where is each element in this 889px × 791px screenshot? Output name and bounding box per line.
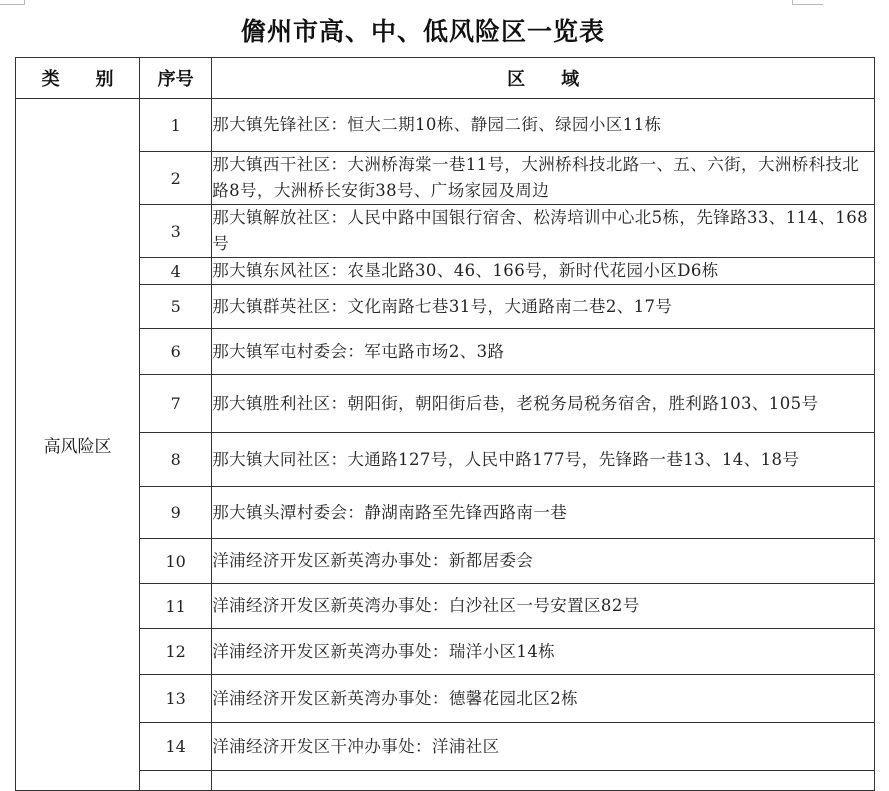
table-row: [16, 205, 875, 258]
row-seq: 3: [140, 205, 212, 258]
row-area: 洋浦经济开发区新英湾办事处：瑞洋小区14栋: [212, 629, 875, 675]
row-seq: 8: [140, 433, 212, 487]
table-row: [16, 433, 875, 487]
table-row: [16, 584, 875, 629]
row-seq: 13: [140, 675, 212, 723]
row-area: 洋浦经济开发区新英湾办事处：白沙社区一号安置区82号: [212, 584, 875, 629]
row-area: 那大镇军屯村委会：军屯路市场2、3路: [212, 329, 875, 375]
row-seq: 14: [140, 723, 212, 771]
table-row: [16, 487, 875, 539]
table-row: [16, 375, 875, 433]
table-header-row: [16, 58, 875, 99]
row-area: [212, 771, 875, 791]
header-area: 区 域: [212, 58, 875, 99]
row-seq: 10: [140, 539, 212, 584]
row-area: 那大镇大同社区：大通路127号，人民中路177号，先锋路一巷13、14、18号: [212, 433, 875, 487]
row-seq: 6: [140, 329, 212, 375]
row-seq: 2: [140, 152, 212, 205]
row-seq: 12: [140, 629, 212, 675]
category-cell: 高风险区: [16, 99, 140, 791]
row-seq: 5: [140, 285, 212, 329]
table-row: [16, 258, 875, 285]
table-row: [16, 285, 875, 329]
row-seq: 11: [140, 584, 212, 629]
row-area: 那大镇头潭村委会：静湖南路至先锋西路南一巷: [212, 487, 875, 539]
row-area: 那大镇东风社区：农垦北路30、46、166号，新时代花园小区D6栋: [212, 258, 875, 285]
row-seq: 9: [140, 487, 212, 539]
table-row: [16, 723, 875, 771]
risk-area-table: [15, 57, 875, 791]
row-area: 洋浦经济开发区新英湾办事处：德馨花园北区2栋: [212, 675, 875, 723]
header-seq: 序号: [140, 58, 212, 99]
row-area: 那大镇解放社区：人民中路中国银行宿舍、松涛培训中心北5栋，先锋路33、114、168号: [212, 205, 875, 258]
document-title: 儋州市高、中、低风险区一览表: [240, 17, 605, 46]
row-area: 那大镇先锋社区：恒大二期10栋、静园二街、绿园小区11栋: [212, 99, 875, 152]
header-category: 类 别: [16, 58, 140, 99]
table-row: [16, 629, 875, 675]
row-area: 那大镇西干社区：大洲桥海棠一巷11号，大洲桥科技北路一、五、六街，大洲桥科技北路8号，大洲桥长安街38号、广场家园及周边: [212, 152, 875, 205]
row-seq: 4: [140, 258, 212, 285]
table-row: [16, 675, 875, 723]
table-row: [16, 329, 875, 375]
row-area: 那大镇群英社区：文化南路七巷31号，大通路南二巷2、17号: [212, 285, 875, 329]
row-area: 洋浦经济开发区新英湾办事处：新都居委会: [212, 539, 875, 584]
table-row: [16, 99, 875, 152]
row-seq: 7: [140, 375, 212, 433]
table-row: [16, 771, 875, 791]
row-seq: 1: [140, 99, 212, 152]
row-area: 洋浦经济开发区干冲办事处：洋浦社区: [212, 723, 875, 771]
row-area: 那大镇胜利社区：朝阳街，朝阳街后巷，老税务局税务宿舍，胜利路103、105号: [212, 375, 875, 433]
page-corner-mark-right: [792, 0, 823, 5]
table-row: [16, 539, 875, 584]
table-row: [16, 152, 875, 205]
row-seq: [140, 771, 212, 791]
page-corner-mark-left: [0, 0, 25, 5]
